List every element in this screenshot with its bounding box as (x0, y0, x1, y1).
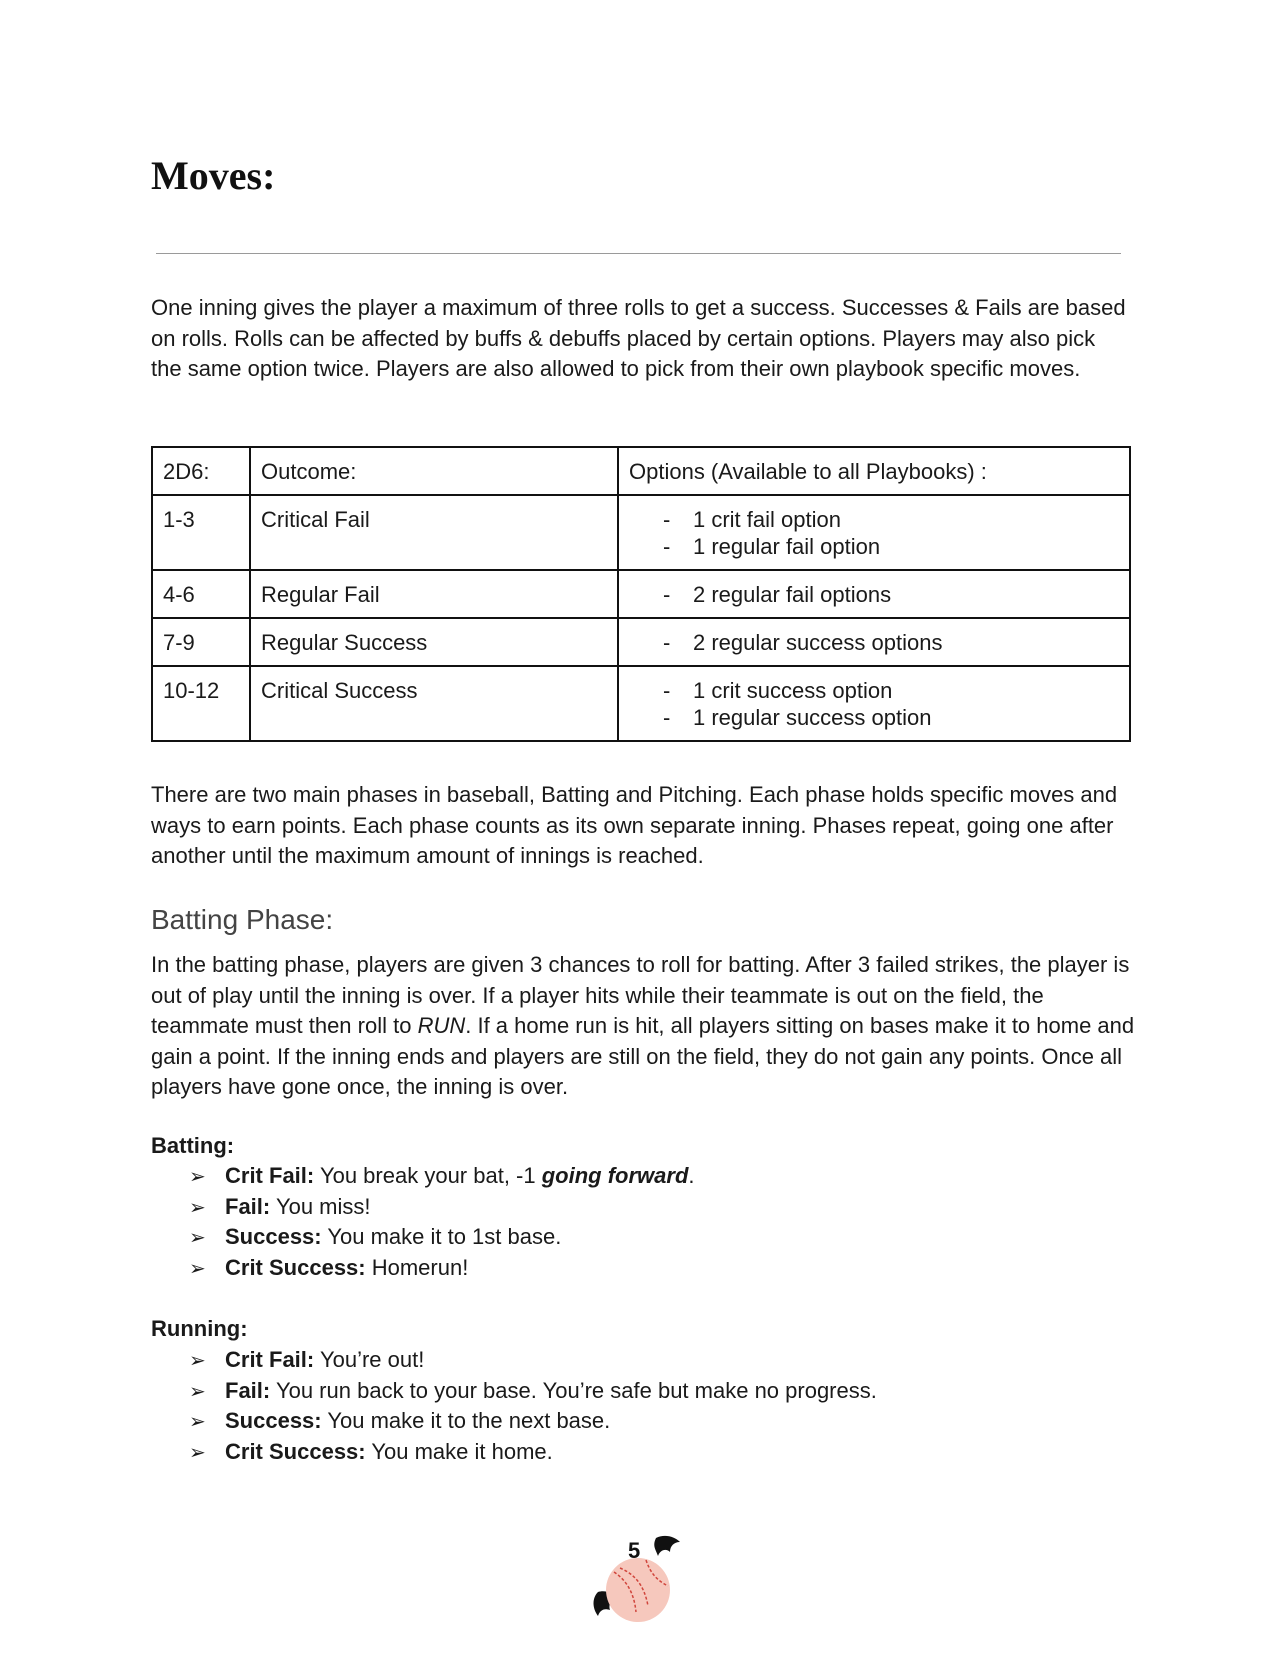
page-title: Moves: (151, 153, 276, 198)
list-item (189, 1253, 695, 1284)
option-item (629, 533, 1119, 560)
batting-list (189, 1161, 695, 1283)
item-emphasis: going forward (541, 1163, 689, 1188)
options-cell (618, 618, 1130, 666)
dash-marker: - (663, 507, 671, 532)
batting-text-start: In the batting phase, players are given 3 chances to roll for batting. After 3 failed strikes, the player is out of play until the inning is over. If a player hits while their teammate is out on the field, the teammate must then roll to (151, 952, 1130, 1038)
outcome-cell: Critical Success (250, 666, 618, 741)
header-options: Options (Available to all Playbooks) : (618, 447, 1130, 495)
header-2d6: 2D6: (152, 447, 250, 495)
page-number: 5 (628, 1538, 641, 1563)
item-label: Fail: (225, 1377, 271, 1403)
list-item (189, 1192, 695, 1223)
intro-paragraph: One inning gives the player a maximum of three rolls to get a success. Successes & Fails are based on rolls. Rolls can be affected by buffs & debuffs placed by certain options. Players may also pick the same option twice. Players are also allowed to pick from their own playbook specific moves. (151, 295, 1126, 381)
option-text: 1 regular fail option (693, 534, 881, 559)
roll-cell: 1-3 (152, 495, 250, 570)
item-text: You’re out! (314, 1347, 425, 1372)
table-row (152, 666, 1130, 741)
item-text: You run back to your base. You’re safe but make no progress. (270, 1377, 877, 1403)
list-item (189, 1406, 877, 1437)
item-text: You make it to the next base. (321, 1408, 611, 1433)
list-item (189, 1376, 877, 1407)
item-text: You break your bat, -1 (314, 1163, 542, 1188)
roll-cell: 7-9 (152, 618, 250, 666)
options-cell (618, 666, 1130, 741)
item-tail: . (688, 1163, 695, 1188)
item-label: Success: (225, 1408, 322, 1433)
batting-heading: Batting: (151, 1133, 235, 1158)
item-label: Crit Fail: (225, 1163, 315, 1188)
option-item (629, 506, 1119, 533)
outcomes-table (151, 446, 1131, 742)
outcome-cell: Regular Fail (250, 570, 618, 618)
table-row (152, 570, 1130, 618)
running-list (189, 1345, 877, 1467)
arrow-bullet-icon: ➢ (189, 1409, 206, 1433)
dash-marker: - (663, 705, 671, 730)
roll-cell: 4-6 (152, 570, 250, 618)
option-item (629, 581, 1119, 608)
option-text: 1 crit fail option (693, 507, 841, 532)
option-item (629, 704, 1119, 731)
item-label: Crit Success: (225, 1254, 366, 1280)
item-text: You make it home. (365, 1438, 553, 1464)
header-outcome: Outcome: (250, 447, 618, 495)
page-footer (590, 1532, 690, 1624)
item-label: Fail: (225, 1193, 271, 1219)
item-text: You miss! (270, 1193, 371, 1219)
arrow-bullet-icon: ➢ (189, 1164, 206, 1188)
outcome-cell: Regular Success (250, 618, 618, 666)
dash-marker: - (663, 534, 671, 559)
option-text: 1 crit success option (693, 678, 893, 703)
list-item (189, 1222, 695, 1253)
table-row (152, 618, 1130, 666)
option-item (629, 677, 1119, 704)
title-divider (156, 253, 1121, 254)
run-keyword: RUN (417, 1013, 466, 1038)
option-text: 1 regular success option (693, 705, 932, 730)
list-item (189, 1161, 695, 1192)
item-label: Crit Fail: (225, 1347, 315, 1372)
option-item (629, 629, 1119, 656)
list-item (189, 1345, 877, 1376)
item-text: You make it to 1st base. (321, 1224, 562, 1249)
table-header-row (152, 447, 1130, 495)
running-heading: Running: (151, 1316, 248, 1341)
arrow-bullet-icon: ➢ (189, 1255, 206, 1280)
arrow-bullet-icon: ➢ (189, 1194, 206, 1219)
batting-phase-paragraph (151, 950, 1136, 1103)
dash-marker: - (663, 582, 671, 607)
options-cell (618, 495, 1130, 570)
item-text: Homerun! (365, 1254, 469, 1280)
arrow-bullet-icon: ➢ (189, 1378, 206, 1403)
item-label: Crit Success: (225, 1438, 366, 1464)
batting-text-end: . If a home run is hit, all players sitting on bases make it to home and gain a point. If the inning ends and players are still on the field, they do not gain any points. Once all players have gone once, the inning is over. (151, 1013, 1135, 1099)
table-row (152, 495, 1130, 570)
batting-phase-heading: Batting Phase: (151, 904, 334, 935)
arrow-bullet-icon: ➢ (189, 1439, 206, 1464)
arrow-bullet-icon: ➢ (189, 1348, 206, 1372)
dash-marker: - (663, 630, 671, 655)
option-text: 2 regular success options (693, 630, 943, 655)
outcome-cell: Critical Fail (250, 495, 618, 570)
arrow-bullet-icon: ➢ (189, 1225, 206, 1249)
roll-cell: 10-12 (152, 666, 250, 741)
options-cell (618, 570, 1130, 618)
list-item (189, 1437, 877, 1468)
dash-marker: - (663, 678, 671, 703)
item-label: Success: (225, 1224, 322, 1249)
option-text: 2 regular fail options (693, 582, 892, 607)
phases-paragraph: There are two main phases in baseball, Batting and Pitching. Each phase holds specific moves and ways to earn points. Each phase counts as its own separate inning. Phases repeat, going one after another until the maximum amount of innings is reached. (151, 782, 1118, 868)
